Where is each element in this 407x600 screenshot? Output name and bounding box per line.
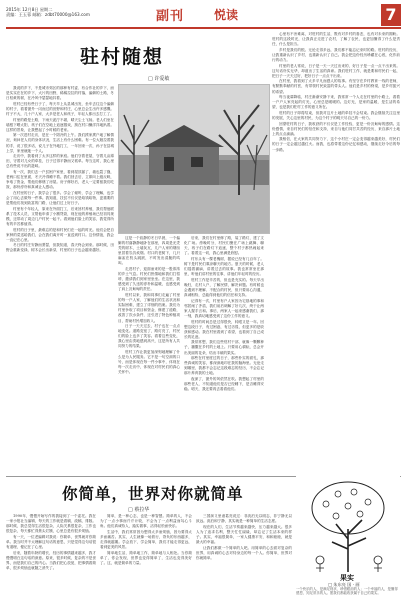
paragraph: 让我们都做一个简单的人吧。用简单的心去面对复杂的世界，用真诚的心去对待身边的每一个人。你简单，世界对你就简单。 [196, 545, 292, 560]
section-name: 副刊 [156, 9, 185, 24]
paragraph: 记得有一次，村里有户人家因为宅基地的事和邻居闹了矛盾，我们前后调解了好几次，终于让两家人握手言和。事后，两家人一起来感谢我们，那一刻，我真切地感受到了这份工作的意义。 [184, 298, 264, 318]
article2-byline: □ 蔡拉华 [128, 507, 150, 513]
paragraph: 在村里的日子，我学会了很多。学会了倾听，学会了理解，也学会了用心去做每一件事。我知道，扶贫不仅仅是给钱给物，更重要的是帮他们找到致富的门路，让他们过上好日子。 [6, 190, 114, 206]
paragraph: 乡村是我们的根。无论走得多远，我们都不能忘记来时的路。驻村的经历，让我重新认识了乡村，也重新认识了自己。我会把这份经历珍藏在心底，化作前行的动力。 [272, 47, 400, 62]
paragraph: 第一次进村走访，是在一个阴冷的上午。我们挨家挨户地了解情况，询问老人们的身体状况，生活上有什么困难。有一位大娘拉着我的手，说了很多话，说儿子在外地打工，一年回来一次，孙子在县城上学，家里就她一个人。 [6, 133, 114, 153]
paragraph: 我相信，在大家的共同努力下，这个小村庄一定会变得越来越美好，村民们的日子一定会越过越红火。而我，也将带着这份记忆和感动，继续走好今后的每一步路。 [272, 137, 400, 152]
article-title: 驻村随想 [80, 46, 165, 68]
paragraph: 每当夜幕降临，村庄渐渐安静下来，我常常一个人走在村里的小路上，看着一户户人家亮起的灯光，心里总是暖暖的。这灯光，是家的温暖，是生活的希望，也是我们驻村工作的意义所在。 [272, 95, 400, 110]
paragraph: 我说的乡下，不是城市郊区的那种有村委、有合作社的乡下，而是实实在在的乡下，大片的田野，稀稀拉拉的村落，偏僻的土路，冬日枯黄的树，在冷风中瑟瑟地抖着。 [6, 86, 114, 101]
paragraph: 夜深了，窗外的风依然在吹。我想起了村里的那些老人，不知道他们是否已经睡下，是否睡得安稳。明天，我还要再去看看他们。 [184, 377, 264, 392]
header-editor: 责编：王玉蓉 邮箱：zdbt70000@163.com [6, 12, 90, 18]
paragraph: 村里的路是土路，下雨天泥泞不堪，晴天尘土飞扬。老人们坐在墙根下晒太阳，孩子们在空地上追逐嬉戏，狗在村口懒洋洋地趴着。这样的景象，让我想起了小时候的老家。 [6, 117, 114, 132]
page-header [6, 4, 401, 28]
paragraph: 后来，随着年龄的增长，经历的事情越来越多，我才慢慢明白这句话的深意。原来，很多时候，复杂的不是世界，而是我们自己的内心。当我们把心放宽，把事情看简单，很多烦恼也就随之消失了。 [6, 550, 96, 570]
paragraph: 回望驻村的日子，我收获的不仅仅是工作经验，更是一份沉甸甸的感情。这份感情，来自村民们的信任和支持，来自与他们同甘共苦的经历，来自那片土地上的点点滴滴。 [272, 121, 400, 136]
paragraph: 冬日的村庄安静而萧瑟，但我知道，春天终会到来。那时候，田野会重新变绿，树木会长出新芽，村里的日子也会越来越好。 [6, 243, 114, 253]
paragraph: 驻村工作让我更加深刻地理解了什么是为人民服务。它不是一句空洞的口号，而是体现在每一件小事中，体现在每一次走访中，体现在对村民们的真心关怀中。 [118, 350, 180, 375]
village-photo [118, 84, 270, 234]
paragraph: 这是一个寂静的冬日早晨，一个偏僻的村落静静地卧在那里，四周是光秃秃的树木，土墙灰瓦，几户人家的烟囱里冒着袅袅炊烟。村口的老树下，几只麻雀在枝头跳跃，不时发出清脆的鸣叫。 [118, 236, 180, 266]
paragraph: 驻村的日子里，最难忘的是和村民们在一起的时光。他们会把自家种的菜送给我们，会在我们离开时一直送到村口。这份情谊，我会一直记在心里。 [6, 227, 114, 242]
paragraph: 有一天，一位老编辑对我说：你简单，世界就对你简单。我当时并不太理解这句话的意思，只是觉得这句话很有道理，便记在了心里。 [6, 534, 96, 550]
paragraph: 生活中，我们常常因为想得太多而烦恼，因为要得太多而痛苦。其实，人生就像一场旅行，背负的东西越多，走得就越累。学会放下，学会简单，我们才能走得更远，看到更美的风景。 [100, 529, 192, 550]
paragraph: 现在的人们，生活节奏越来越快，压力越来越大。很多人为了追求名利，整天忙忙碌碌，却忘记了生活本来的样子。其实，幸福很简单，一家人健康平安，和和睦睦，就是最大的幸福。 [196, 524, 292, 544]
paragraph: 走访中，我看到了太多这样的家庭。他们守着老屋，守着几亩薄田，守着对儿女的牵挂，日子过得平静而又孤单。每当这时，我心里总有些说不出的滋味。 [6, 154, 114, 169]
article2-column-3 [196, 514, 292, 596]
paragraph: 村里的老人常说，日子是一天一天过出来的，好日子是一点一点干出来的。这句话朴实无华，却道出了生活的真谛。我们驻村工作，就是要和村民们一起，把日子一天天过好，把好日子一点点干出来。 [272, 63, 400, 78]
village-photo-image [119, 85, 270, 234]
header-date: 2015年 12月8日 星期二 [6, 7, 53, 12]
paragraph: 1990年，慢慢开始写作的我接到了一个委托。我在一家小报社当编辑，每天的工作就是看稿、改稿、排版。那时候，我总觉得生活很复杂，人际关系很复杂，工作也很复杂，每天都忙得焦头烂额，心里总是有很多烦恼。 [6, 514, 96, 534]
page-number: 7 [381, 4, 401, 26]
paragraph: 简单，是一种心态，也是一种智慧。简单的人，不会为了一点小事而斤斤计较，不会为了一点利益而勾心斗角。他们真诚待人，踏实做事，活得轻松而快乐。 [100, 514, 192, 529]
article-column-mid [184, 236, 264, 472]
paragraph: 那些在村里度过的日子，那些朴实的面孔，那些真诚的笑容，都深深地印在我的脑海里。无论走到哪里，我都不会忘记这段难忘的经历，不会忘记那片养育我的土地。 [184, 356, 264, 376]
paragraph: 村里有个年轻人，原来在外面打工，后来回村养殖，我们帮他联系了技术人员，又帮他申请了小额贷款，现在他的养殖场已经初具规模，还带动了周边几户村民一起干。看到他们脸上的笑容，我觉得所有的辛苦都值得。 [6, 206, 114, 226]
paragraph: 驻村已经有些日子了，每天早上从县城出发，坐车去往这个偏僻的村子，看着窗外一闪而过的田野和村庄，心里总会生出许多感慨。村子不大，几十户人家，大多是老人和孩子，年轻人都出去打工了。 [6, 101, 114, 116]
paragraph: 在村里，我看到了太多平凡而感人的故事。有坚守在乡村教育一线的老师，有默默奉献的村医，有带领村民致富的带头人。他们是乡村的脊梁，是乡村振兴的希望。 [272, 79, 400, 94]
paragraph: 驻村工作是辛苦的，但也是充实的。每天早出晚归，走村入户，了解民情，解决问题。有时候也会遇到不理解、不配合的村民，但只要用心沟通，真诚相待，总能得到他们的信任和支持。 [184, 277, 264, 298]
article2-column-2 [100, 514, 192, 596]
paragraph: 后来，我们在村里修了路，装了路灯，建了文化广场。傍晚时分，村民们聚在广场上跳舞、聊天，孩子们在路灯下追逐，整个村子都热闹起来了。看着这一切，我心里满是欣慰。 [184, 236, 264, 256]
article-column-left [6, 86, 114, 472]
paragraph: 走进村子，迎面而来的是一股浓浓的乡土气息。村民们热情地和我们打招呼，邀请我们到家里坐坐。在这里，我感受到了久违的淳朴和温暖，也感受到了肩上沉甸甸的责任。 [118, 267, 180, 292]
paragraph: 驻村的日子即将结束，但我对这片土地的牵挂不会结束。我会继续关注这里的发展，关心这里的村民，为这个村子的明天尽自己的一份力。 [272, 110, 400, 120]
paragraph: 村东头有一棵老槐树，据说已经有几百年了。树下是村民们乘凉聊天的地方。夏天的时候，老人们摇着蒲扇，讲着过去的故事。我也常常坐在那里，听他们讲村里的往事，讲他们年轻时的经历。 [184, 256, 264, 277]
header-rule [6, 27, 401, 29]
paragraph: 日子一天天过去，村子也在一点点地变化。道路变宽了，路灯亮了，村民们的脸上也多了笑容。看着这些变化，我心里由衷地感到高兴，这是所有人共同努力的结果。 [118, 324, 180, 349]
article-column-right [272, 32, 400, 472]
article2-title: 你简单，世界对你就简单 [62, 484, 244, 503]
article-byline: □ 许爱敏 [148, 76, 170, 82]
section-sub: 悦读 [214, 8, 239, 22]
paragraph: 三国演义里诸葛亮说过：非淡泊无以明志，非宁静无以致远。淡泊和宁静，其实就是一种简单的生活态度。 [196, 514, 292, 524]
paragraph: 驻村的时间总是过得很快，转眼又是一年。回想这段日子，有过困惑，有过彷徨，但更多的是收获和感动。我在村里看到了希望，也看到了自己成长的足迹。 [184, 319, 264, 339]
cartoon-credit: □ 朱东亮 国 · 画 [328, 582, 360, 587]
paragraph: 心里有不舍难离，对驻村的生活，既有对乡村的眷恋，也有对未来的期盼。驻村的这段时光，让我真正走进了农村，了解了农民，也更加懂得了什么是责任，什么是担当。 [272, 32, 400, 47]
paragraph: 简单地生活，简单地工作，简单地与人相处。当你简单了，你会发现，世界也变得简单了，生活也变得美好了。这，就是简单的力量。 [100, 550, 192, 565]
paragraph: 有一次，我们去一户贫困户家里，看到屋顶漏了，墙也裂了缝，老两口住在里面，冬天冷得睡不着。我们回去后，立即向上级反映，争取了资金，帮他们修缮了房屋。房子修好后，老人一定要留我们吃饭，那份淳朴和真诚让人感动。 [6, 170, 114, 190]
article2-column-1 [6, 514, 96, 596]
tree-cartoon-image [296, 474, 400, 574]
cartoon-title: 果实 [340, 573, 354, 582]
header-meta [6, 7, 90, 18]
paragraph: 驻村以来，我和同事们走遍了村里的每一户人家，了解他们的生活状况和实际困难，建立了详细的档案。我们为村里争取了项目和资金，修建了道路，改善了饮水条件，还引进了特色种植项目，帮助村民增加收入。 [118, 293, 180, 323]
cartoon-note: 一个快乐的人，是满足现状、珍惜眼前的人；一个幸福的人，是懂得感恩、知足常乐的人。愿我们都能收获属于自己的果实。 [296, 587, 398, 596]
paragraph: 我常常想，我们这些驻村干部，就像一颗颗种子，播撒在乡村的土地上。只要用心耕耘，总会开出美丽的花朵，结出丰硕的果实。 [184, 340, 264, 355]
article-column-bottom [118, 236, 180, 472]
cartoon-illustration [296, 474, 400, 574]
